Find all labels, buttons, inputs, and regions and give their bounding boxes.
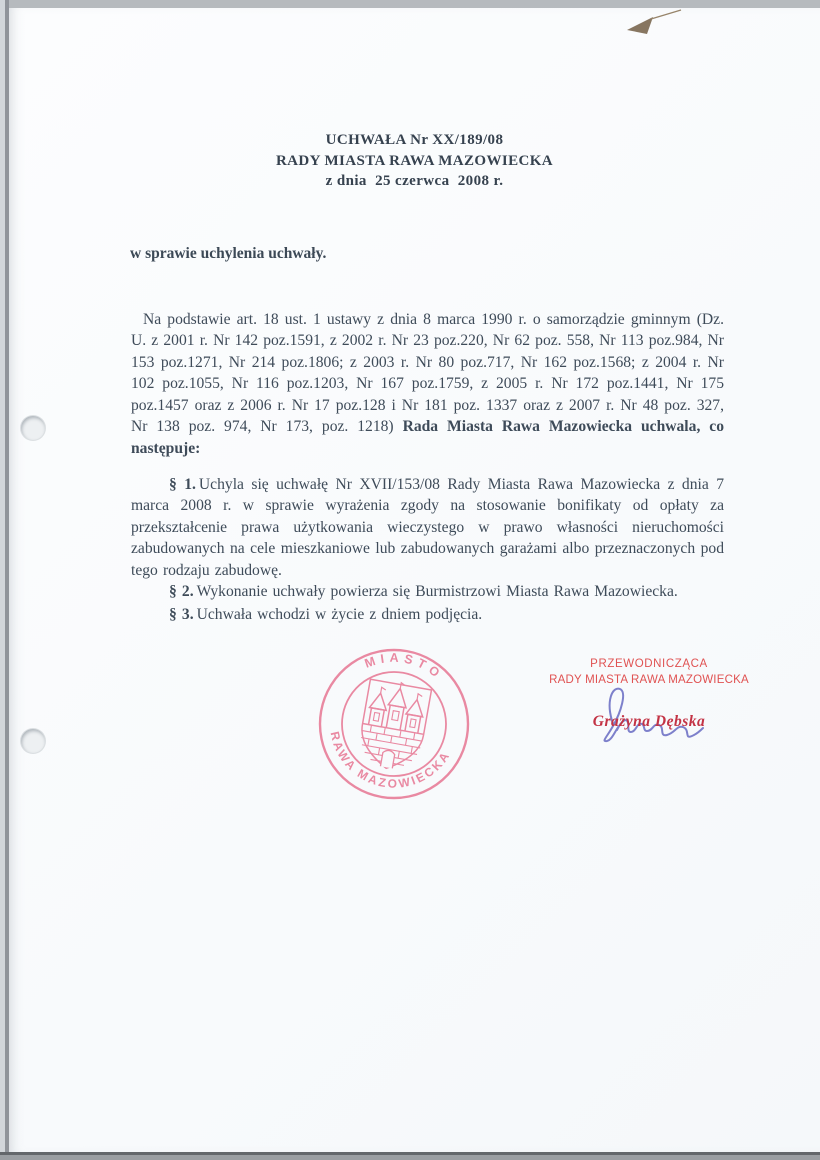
section-1-text: Uchyla się uchwałę Nr XVII/153/08 Rady Miasta Rawa Mazowiecka z dnia 7 marca 2008 r. w sprawie wyrażenia zgody na stosowanie bonifikaty od opłaty za przekształcenie prawa użytkowania wieczystego w prawo własności nieruchomości zabudowanych na cele mieszkaniowe lub zabudowanych garażami albo przeznaczonych pod tego rodzaju zabudowę. <box>131 475 725 579</box>
title-line-council: RADY MIASTA RAWA MAZOWIECKA <box>275 152 554 169</box>
scan-edge-bottom-light <box>0 1155 820 1160</box>
preamble-paragraph <box>131 309 724 460</box>
section-3-text: Uchwała wchodzi w życie z dniem podjęcia. <box>196 605 483 623</box>
hole-punch-bottom <box>21 729 45 753</box>
section-paragraph-1 <box>131 474 724 582</box>
section-paragraph-2 <box>131 581 724 603</box>
scan-artifact <box>611 8 701 40</box>
hole-punch-top <box>21 416 45 440</box>
resolution-title <box>9 130 820 192</box>
resolution-subject: w sprawie uchylenia uchwały. <box>130 245 327 262</box>
title-line-number: UCHWAŁA Nr XX/189/08 <box>325 132 504 148</box>
section-1-marker: § 1. <box>169 475 196 493</box>
section-paragraph-3 <box>131 604 724 626</box>
signer-role-line2: RADY MIASTA RAWA MAZOWIECKA <box>549 674 749 686</box>
section-2-text: Wykonanie uchwały powierza się Burmistrzowi Miasta Rawa Mazowiecka. <box>196 582 678 600</box>
signer-name: Grażyna Dębska <box>592 713 706 730</box>
section-2-marker: § 2. <box>169 582 194 600</box>
title-line-date: z dnia 25 czerwca 2008 r. <box>325 173 504 189</box>
stamp-arc-bottom-text: RAWA MAZOWIECKA <box>327 730 454 791</box>
city-seal-stamp-icon <box>309 639 479 809</box>
section-3-marker: § 3. <box>169 605 194 623</box>
resolution-clause-text: Rada Miasta Rawa Mazowiecka uchwala, co następuje: <box>131 418 724 457</box>
document-page <box>9 8 820 1152</box>
stamp-arc-top-text: MIASTO <box>362 650 447 684</box>
legal-basis-text: Na podstawie art. 18 ust. 1 ustawy z dnia 8 marca 1990 r. o samorządzie gminnym (Dz. U. z 2001 r. Nr 142 poz.1591, z 2002 r. Nr 23 poz.220, Nr 62 poz. 558, Nr 113 poz.984, Nr 153 poz.1271, Nr 214 poz.1806; z 2003 r. Nr 80 poz.717, Nr 162 poz.1568; z 2004 r. Nr 102 poz.1055, Nr 116 poz.1203, Nr 167 poz.1759, z 2005 r. Nr 172 poz.1441, Nr 175 poz.1457 oraz z 2006 r. Nr 17 poz.128 i Nr 181 poz. 1337 oraz z 2007 r. Nr 48 poz. 327, Nr 138 poz. 974, Nr 173, poz. 1218) <box>131 310 724 436</box>
signer-role-line1: PRZEWODNICZĄCA <box>590 658 708 670</box>
signature-block <box>524 658 774 753</box>
